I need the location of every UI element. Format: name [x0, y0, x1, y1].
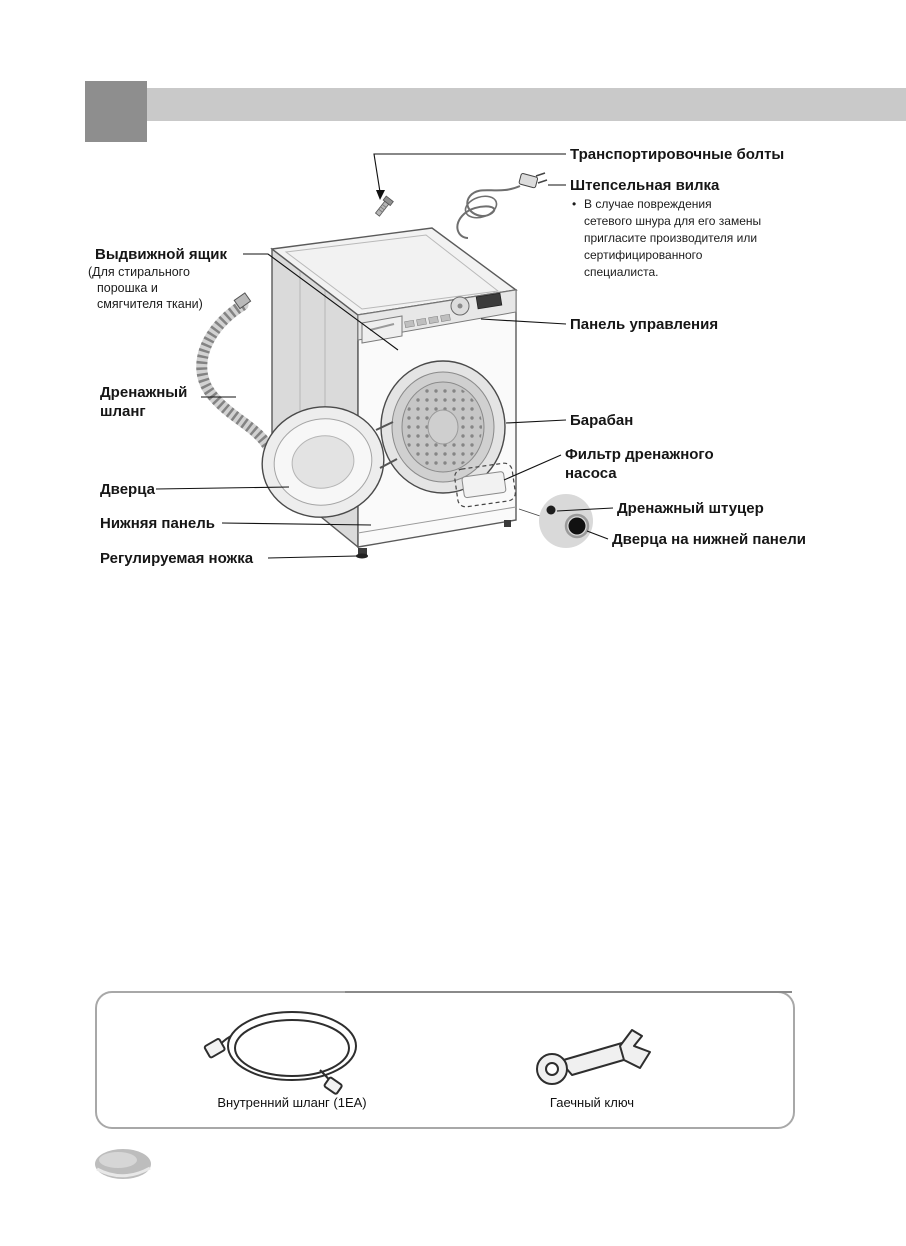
label-door: Дверца [100, 481, 155, 498]
label-drain-hose-line: Дренажный [100, 384, 188, 401]
drum-center [428, 410, 458, 444]
plug-note-line: В случае повреждения [584, 197, 712, 211]
power-plug [457, 173, 547, 238]
label-drum: Барабан [570, 412, 634, 429]
label-transport-bolts: Транспортировочные болты [570, 146, 785, 163]
label-lower-panel: Нижняя панель [100, 515, 215, 532]
drain-hose [202, 293, 267, 445]
drawer-subtitle [88, 264, 203, 312]
inlet-hose-caption: Внутренний шланг (1EA) [217, 1095, 367, 1110]
foot-right [504, 520, 511, 527]
transport-bolt [374, 196, 393, 217]
label-drain-plug: Дренажный штуцер [617, 500, 764, 517]
plug-note-line: сетевого шнура для его замены [584, 214, 762, 228]
lower-panel-door-dot [569, 518, 586, 535]
drain-plug-dot [547, 506, 556, 515]
label-lower-panel-door: Дверца на нижней панели [612, 531, 806, 548]
page-number-blob [95, 1149, 151, 1179]
label-pump-filter-line: насоса [565, 465, 617, 482]
plug-note-line: сертифицированного [584, 248, 703, 262]
label-pump-filter-line: Фильтр дренажного [565, 446, 714, 463]
drawer-subtitle-line: смягчителя ткани) [97, 297, 203, 311]
label-pump-filter [565, 445, 714, 483]
leader-adjustable-foot [268, 556, 357, 558]
label-drawer: Выдвижной ящик [95, 246, 227, 263]
leader-transport-bolts [374, 154, 566, 192]
bullet: • [572, 197, 577, 211]
label-control-panel: Панель управления [570, 316, 719, 333]
label-drain-hose [100, 383, 187, 421]
washing-machine-illustration [202, 173, 593, 559]
plug-note [572, 196, 761, 281]
plug-note-line: пригласите производителя или [584, 231, 758, 245]
drawer-subtitle-line: порошка и [97, 281, 158, 295]
program-knob-center [458, 304, 463, 309]
wrench-caption: Гаечный ключ [549, 1095, 635, 1110]
detail-connector [519, 509, 540, 516]
adjustable-foot [356, 548, 368, 559]
plug-note-line: специалиста. [584, 265, 659, 279]
drawer-subtitle-line: (Для стирального [88, 265, 190, 279]
label-adjustable-foot: Регулируемая ножка [100, 550, 254, 567]
leader-arrowhead [376, 190, 385, 200]
label-drain-hose-line: шланг [100, 403, 146, 420]
leader-lower-panel-door [587, 531, 608, 539]
label-plug: Штепсельная вилка [570, 177, 720, 194]
